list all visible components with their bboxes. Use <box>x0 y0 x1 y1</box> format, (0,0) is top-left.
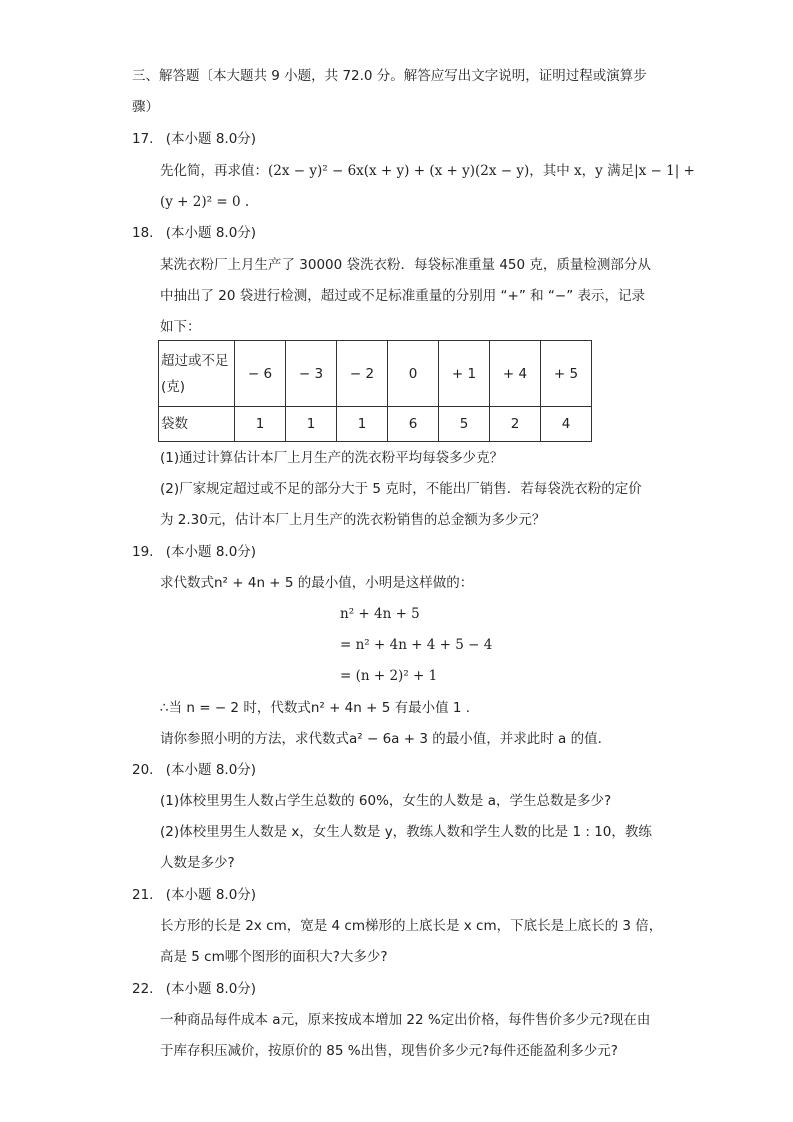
deviation-cell: − 3 <box>286 341 337 407</box>
section-heading-cont: 骤） <box>132 99 159 115</box>
deviation-cell: 0 <box>388 341 439 407</box>
question-number: 17. <box>132 131 154 147</box>
q18-line-2: 中抽出了 20 袋进行检测，超过或不足标准重量的分别用 “+” 和 “−” 表示，记录 <box>160 288 646 304</box>
deviation-cell: − 2 <box>337 341 388 407</box>
deviation-cell: + 4 <box>490 341 541 407</box>
question-points: (本小题 8.0分) <box>165 887 257 903</box>
deviation-cell: + 5 <box>541 341 592 407</box>
question-number: 18. <box>132 225 154 241</box>
header-label-line-2: (克) <box>161 378 186 395</box>
question-number: 21. <box>132 887 154 903</box>
question-points: (本小题 8.0分) <box>165 131 257 147</box>
question-points: (本小题 8.0分) <box>165 762 257 778</box>
count-cell: 6 <box>388 407 439 442</box>
q20-line-1: (1)体校里男生人数占学生总数的 60%，女生的人数是 a，学生总数是多少? <box>160 793 612 809</box>
q18-line-3: 如下： <box>160 319 201 335</box>
table-row <box>159 407 592 442</box>
q19-step-3: = (n + 2)² + 1 <box>340 668 438 684</box>
count-cell: 1 <box>337 407 388 442</box>
q19-conclusion: ∴当 n = − 2 时，代数式n² + 4n + 5 有最小值 1 . <box>160 700 471 716</box>
question-21-header <box>132 885 256 905</box>
q19-step-1: n² + 4n + 5 <box>340 606 420 622</box>
q18-sub-2: (2)厂家规定超过或不足的部分大于 5 克时，不能出厂销售．若每袋洗衣粉的定价 <box>160 481 642 497</box>
count-cell: 5 <box>439 407 490 442</box>
q20-line-2: (2)体校里男生人数是 x，女生人数是 y，教练人数和学生人数的比是 1 : 10，教练 <box>160 824 652 840</box>
count-cell: 2 <box>490 407 541 442</box>
question-18-header <box>132 223 256 243</box>
count-cell: 1 <box>235 407 286 442</box>
count-cell: 1 <box>286 407 337 442</box>
q19-ask: 请你参照小明的方法，求代数式a² − 6a + 3 的最小值，并求此时 a 的值． <box>160 731 612 747</box>
count-cell: 4 <box>541 407 592 442</box>
question-number: 20. <box>132 762 154 778</box>
q18-sub-2-cont: 为 2.30元，估计本厂上月生产的洗衣粉销售的总金额为多少元？ <box>160 512 546 528</box>
q19-step-2: = n² + 4n + 4 + 5 − 4 <box>340 637 493 653</box>
q20-line-3: 人数是多少? <box>160 855 235 871</box>
deviation-cell: − 6 <box>235 341 286 407</box>
weight-deviation-table <box>158 340 592 442</box>
question-22-header <box>132 979 256 999</box>
q21-line-2: 高是 5 cm哪个图形的面积大?大多少? <box>160 949 388 965</box>
question-19-header <box>132 542 256 562</box>
header-label-line-1: 超过或不足 <box>161 352 229 369</box>
table-header-cell <box>159 341 235 407</box>
q21-line-1: 长方形的长是 2x cm，宽是 4 cm梯形的上底长是 x cm，下底长是上底长的 3 倍， <box>160 918 663 934</box>
deviation-cell: + 1 <box>439 341 490 407</box>
question-points: (本小题 8.0分) <box>165 981 257 997</box>
question-points: (本小题 8.0分) <box>165 544 257 560</box>
question-points: (本小题 8.0分) <box>165 225 257 241</box>
section-heading: 三、解答题〔本大题共 9 小题，共 72.0 分。解答应写出文字说明，证明过程或演算步 <box>132 68 647 84</box>
question-number: 19. <box>132 544 154 560</box>
row-label-cell: 袋数 <box>159 407 235 442</box>
q22-line-2: 于库存积压减价，按原价的 85 %出售，现售价多少元?每件还能盈利多少元? <box>160 1043 618 1059</box>
q19-intro: 求代数式n² + 4n + 5 的最小值，小明是这样做的： <box>160 575 474 591</box>
q17-line-2: (y + 2)² = 0 . <box>160 194 250 210</box>
q22-line-1: 一种商品每件成本 a元，原来按成本增加 22 %定出价格，每件售价多少元?现在由 <box>160 1012 651 1028</box>
q17-line-1: 先化简，再求值：(2x − y)² − 6x(x + y) + (x + y)(2x − y)，其中 x，y 满足|x − 1| + <box>160 163 695 179</box>
q18-sub-1: (1)通过计算估计本厂上月生产的洗衣粉平均每袋多少克？ <box>160 450 504 466</box>
table-row <box>159 341 592 407</box>
question-20-header <box>132 760 256 780</box>
q18-line-1: 某洗衣粉厂上月生产了 30000 袋洗衣粉．每袋标准重量 450 克，质量检测部分从 <box>160 257 651 273</box>
question-number: 22. <box>132 981 154 997</box>
question-17-header <box>132 129 256 149</box>
